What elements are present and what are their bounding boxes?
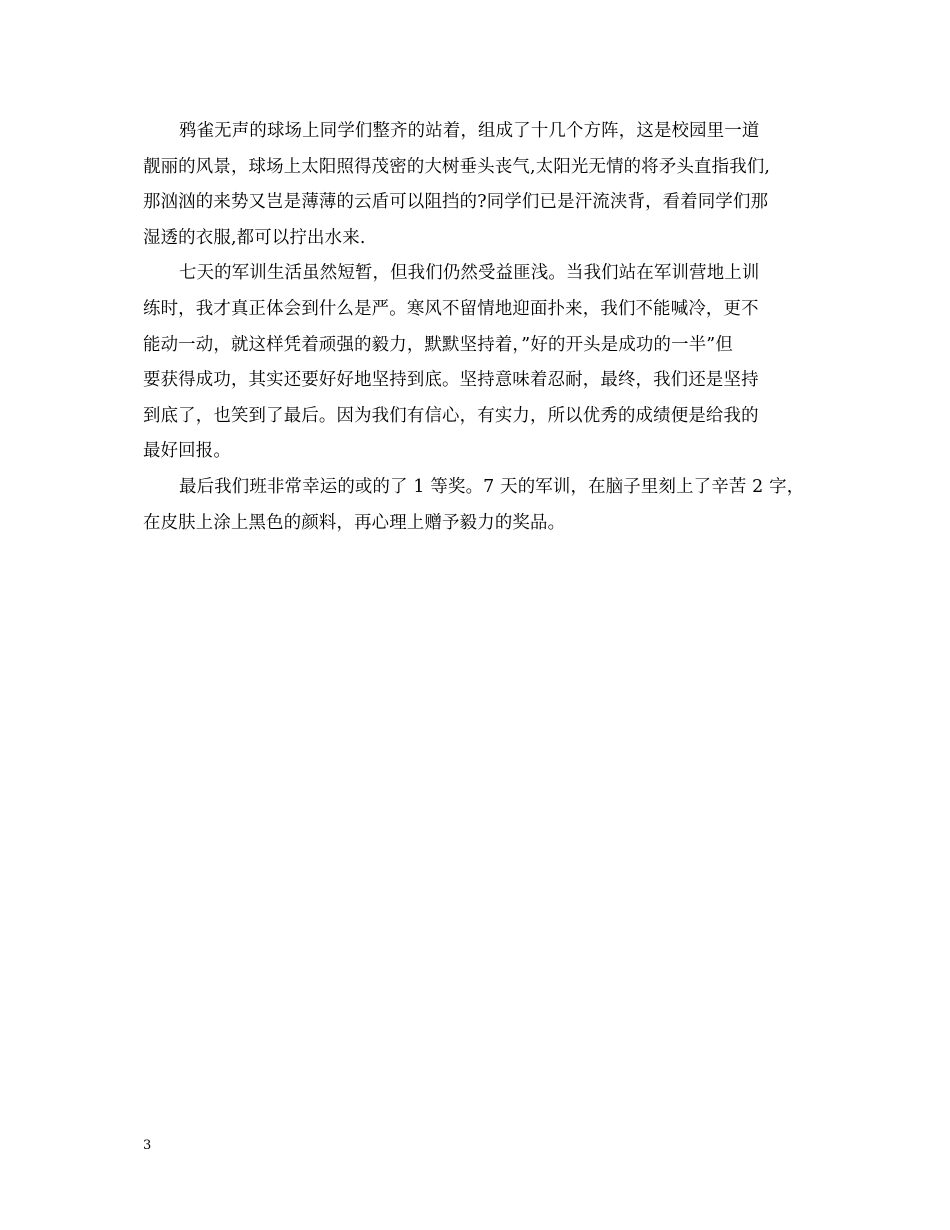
document-body [143,114,809,541]
text-line: 最好回报。 [143,441,231,462]
text-line: 靓丽的风景，球场上太阳照得茂密的大树垂头丧气,太阳光无情的将矛头直指我们, [143,156,771,177]
paragraph-2 [143,256,809,470]
text-line: 湿透的衣服,都可以拧出水来. [143,227,366,248]
page-number: 3 [143,1138,152,1153]
text-line: 鸦雀无声的球场上同学们整齐的站着，组成了十几个方阵，这是校园里一道 [179,121,760,141]
text-line: 七天的军训生活虽然短暂，但我们仍然受益匪浅。当我们站在军训营地上训 [179,263,760,284]
text-line: 能动一动，就这样凭着顽强的毅力，默默坚持着，”好的开头是成功的一半”但 [143,334,733,355]
text-line: 要获得成功，其实还要好好地坚持到底。坚持意味着忍耐，最终，我们还是坚持 [143,370,759,391]
paragraph-3 [143,470,809,541]
text-line: 最后我们班非常幸运的或的了 1 等奖。7 天的军训，在脑子里刻上了辛苦 2 字， [179,476,805,497]
text-line: 那汹汹的来势又岂是薄薄的云盾可以阻挡的?同学们已是汗流浃背，看着同学们那 [143,192,769,213]
paragraph-1 [143,114,809,256]
text-line: 练时，我才真正体会到什么是严。寒风不留情地迎面扑来，我们不能喊冷，更不 [143,298,759,319]
text-line: 到底了，也笑到了最后。因为我们有信心，有实力，所以优秀的成绩便是给我的 [143,405,759,426]
text-line: 在皮肤上涂上黑色的颜料，再心理上赠予毅力的奖品。 [143,512,566,533]
